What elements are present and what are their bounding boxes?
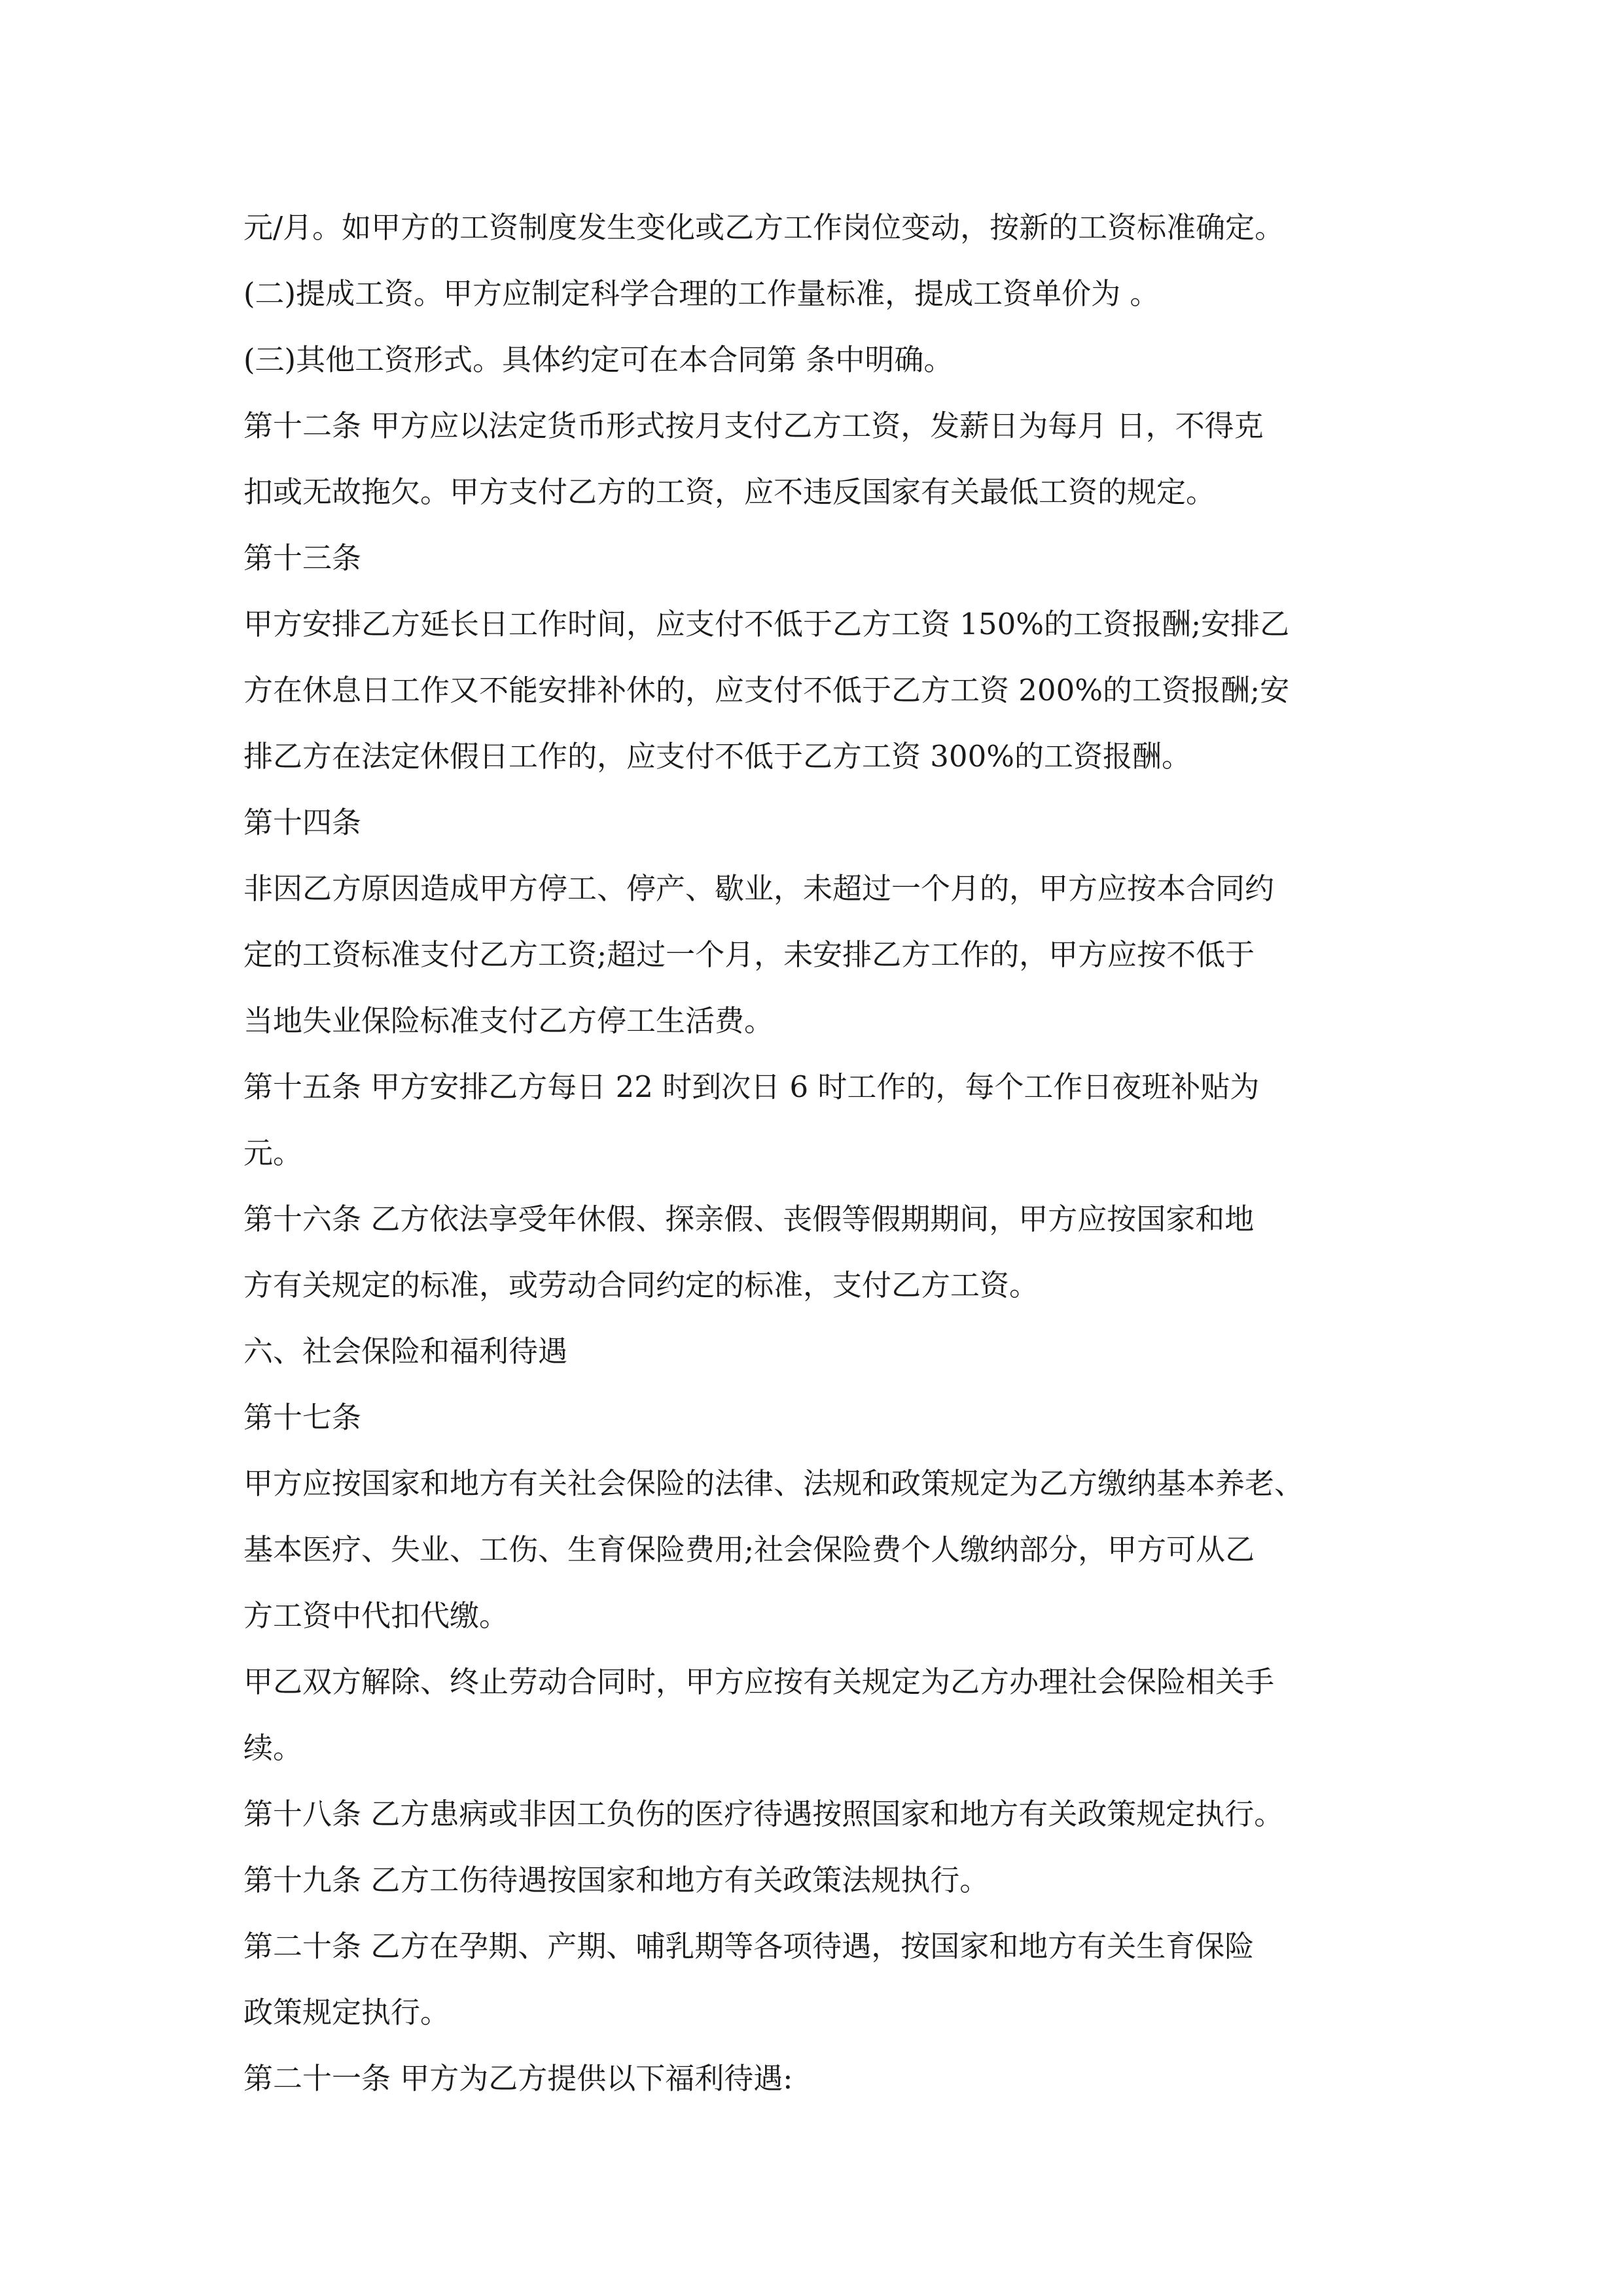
text-line: (二)提成工资。甲方应制定科学合理的工作量标准，提成工资单价为 。 [243,276,1160,311]
text-line: 元。 [243,1136,303,1170]
article-21-line: 第二十一条 甲方为乙方提供以下福利待遇: [243,2061,793,2096]
article-14-heading: 第十四条 [243,805,362,840]
text-line: 方在休息日工作又不能安排补休的，应支付不低于乙方工资 200%的工资报酬;安 [243,673,1290,708]
text-line: 定的工资标准支付乙方工资;超过一个月，未安排乙方工作的，甲方应按不低于 [243,937,1255,972]
article-17-heading: 第十七条 [243,1400,362,1435]
article-20-line: 第二十条 乙方在孕期、产期、哺乳期等各项待遇，按国家和地方有关生育保险 [243,1929,1255,1964]
contract-text-body [243,194,1415,2111]
text-line: 方工资中代扣代缴。 [243,1598,509,1633]
text-line: 元/月。如甲方的工资制度发生变化或乙方工作岗位变动，按新的工资标准确定。 [243,210,1285,245]
text-line: 方有关规定的标准，或劳动合同约定的标准，支付乙方工资。 [243,1268,1039,1302]
text-line: 基本医疗、失业、工伤、生育保险费用;社会保险费个人缴纳部分，甲方可从乙 [243,1532,1255,1567]
text-line: 甲方应按国家和地方有关社会保险的法律、法规和政策规定为乙方缴纳基本养老、 [243,1466,1304,1501]
article-19-line: 第十九条 乙方工伤待遇按国家和地方有关政策法规执行。 [243,1863,990,1897]
text-line: 非因乙方原因造成甲方停工、停产、歇业，未超过一个月的，甲方应按本合同约 [243,871,1275,906]
article-16-line: 第十六条 乙方依法享受年休假、探亲假、丧假等假期期间，甲方应按国家和地 [243,1202,1255,1236]
text-line: 续。 [243,1731,303,1765]
article-15-line: 第十五条 甲方安排乙方每日 22 时到次日 6 时工作的，每个工作日夜班补贴为 [243,1069,1260,1104]
text-line: 政策规定执行。 [243,1995,450,2030]
text-line: 扣或无故拖欠。甲方支付乙方的工资，应不违反国家有关最低工资的规定。 [243,475,1216,509]
text-line: 甲方安排乙方延长日工作时间，应支付不低于乙方工资 150%的工资报酬;安排乙 [243,607,1290,641]
article-12-line: 第十二条 甲方应以法定货币形式按月支付乙方工资，发薪日为每月 日，不得克 [243,408,1264,443]
article-18-line: 第十八条 乙方患病或非因工负伤的医疗待遇按照国家和地方有关政策规定执行。 [243,1797,1284,1831]
text-line: 排乙方在法定休假日工作的，应支付不低于乙方工资 300%的工资报酬。 [243,739,1191,774]
text-line: 甲乙双方解除、终止劳动合同时，甲方应按有关规定为乙方办理社会保险相关手 [243,1664,1275,1699]
text-line: (三)其他工资形式。具体约定可在本合同第 条中明确。 [243,342,954,377]
text-line: 当地失业保险标准支付乙方停工生活费。 [243,1003,774,1038]
section-6-heading: 六、社会保险和福利待遇 [243,1334,568,1369]
article-13-heading: 第十三条 [243,541,362,575]
